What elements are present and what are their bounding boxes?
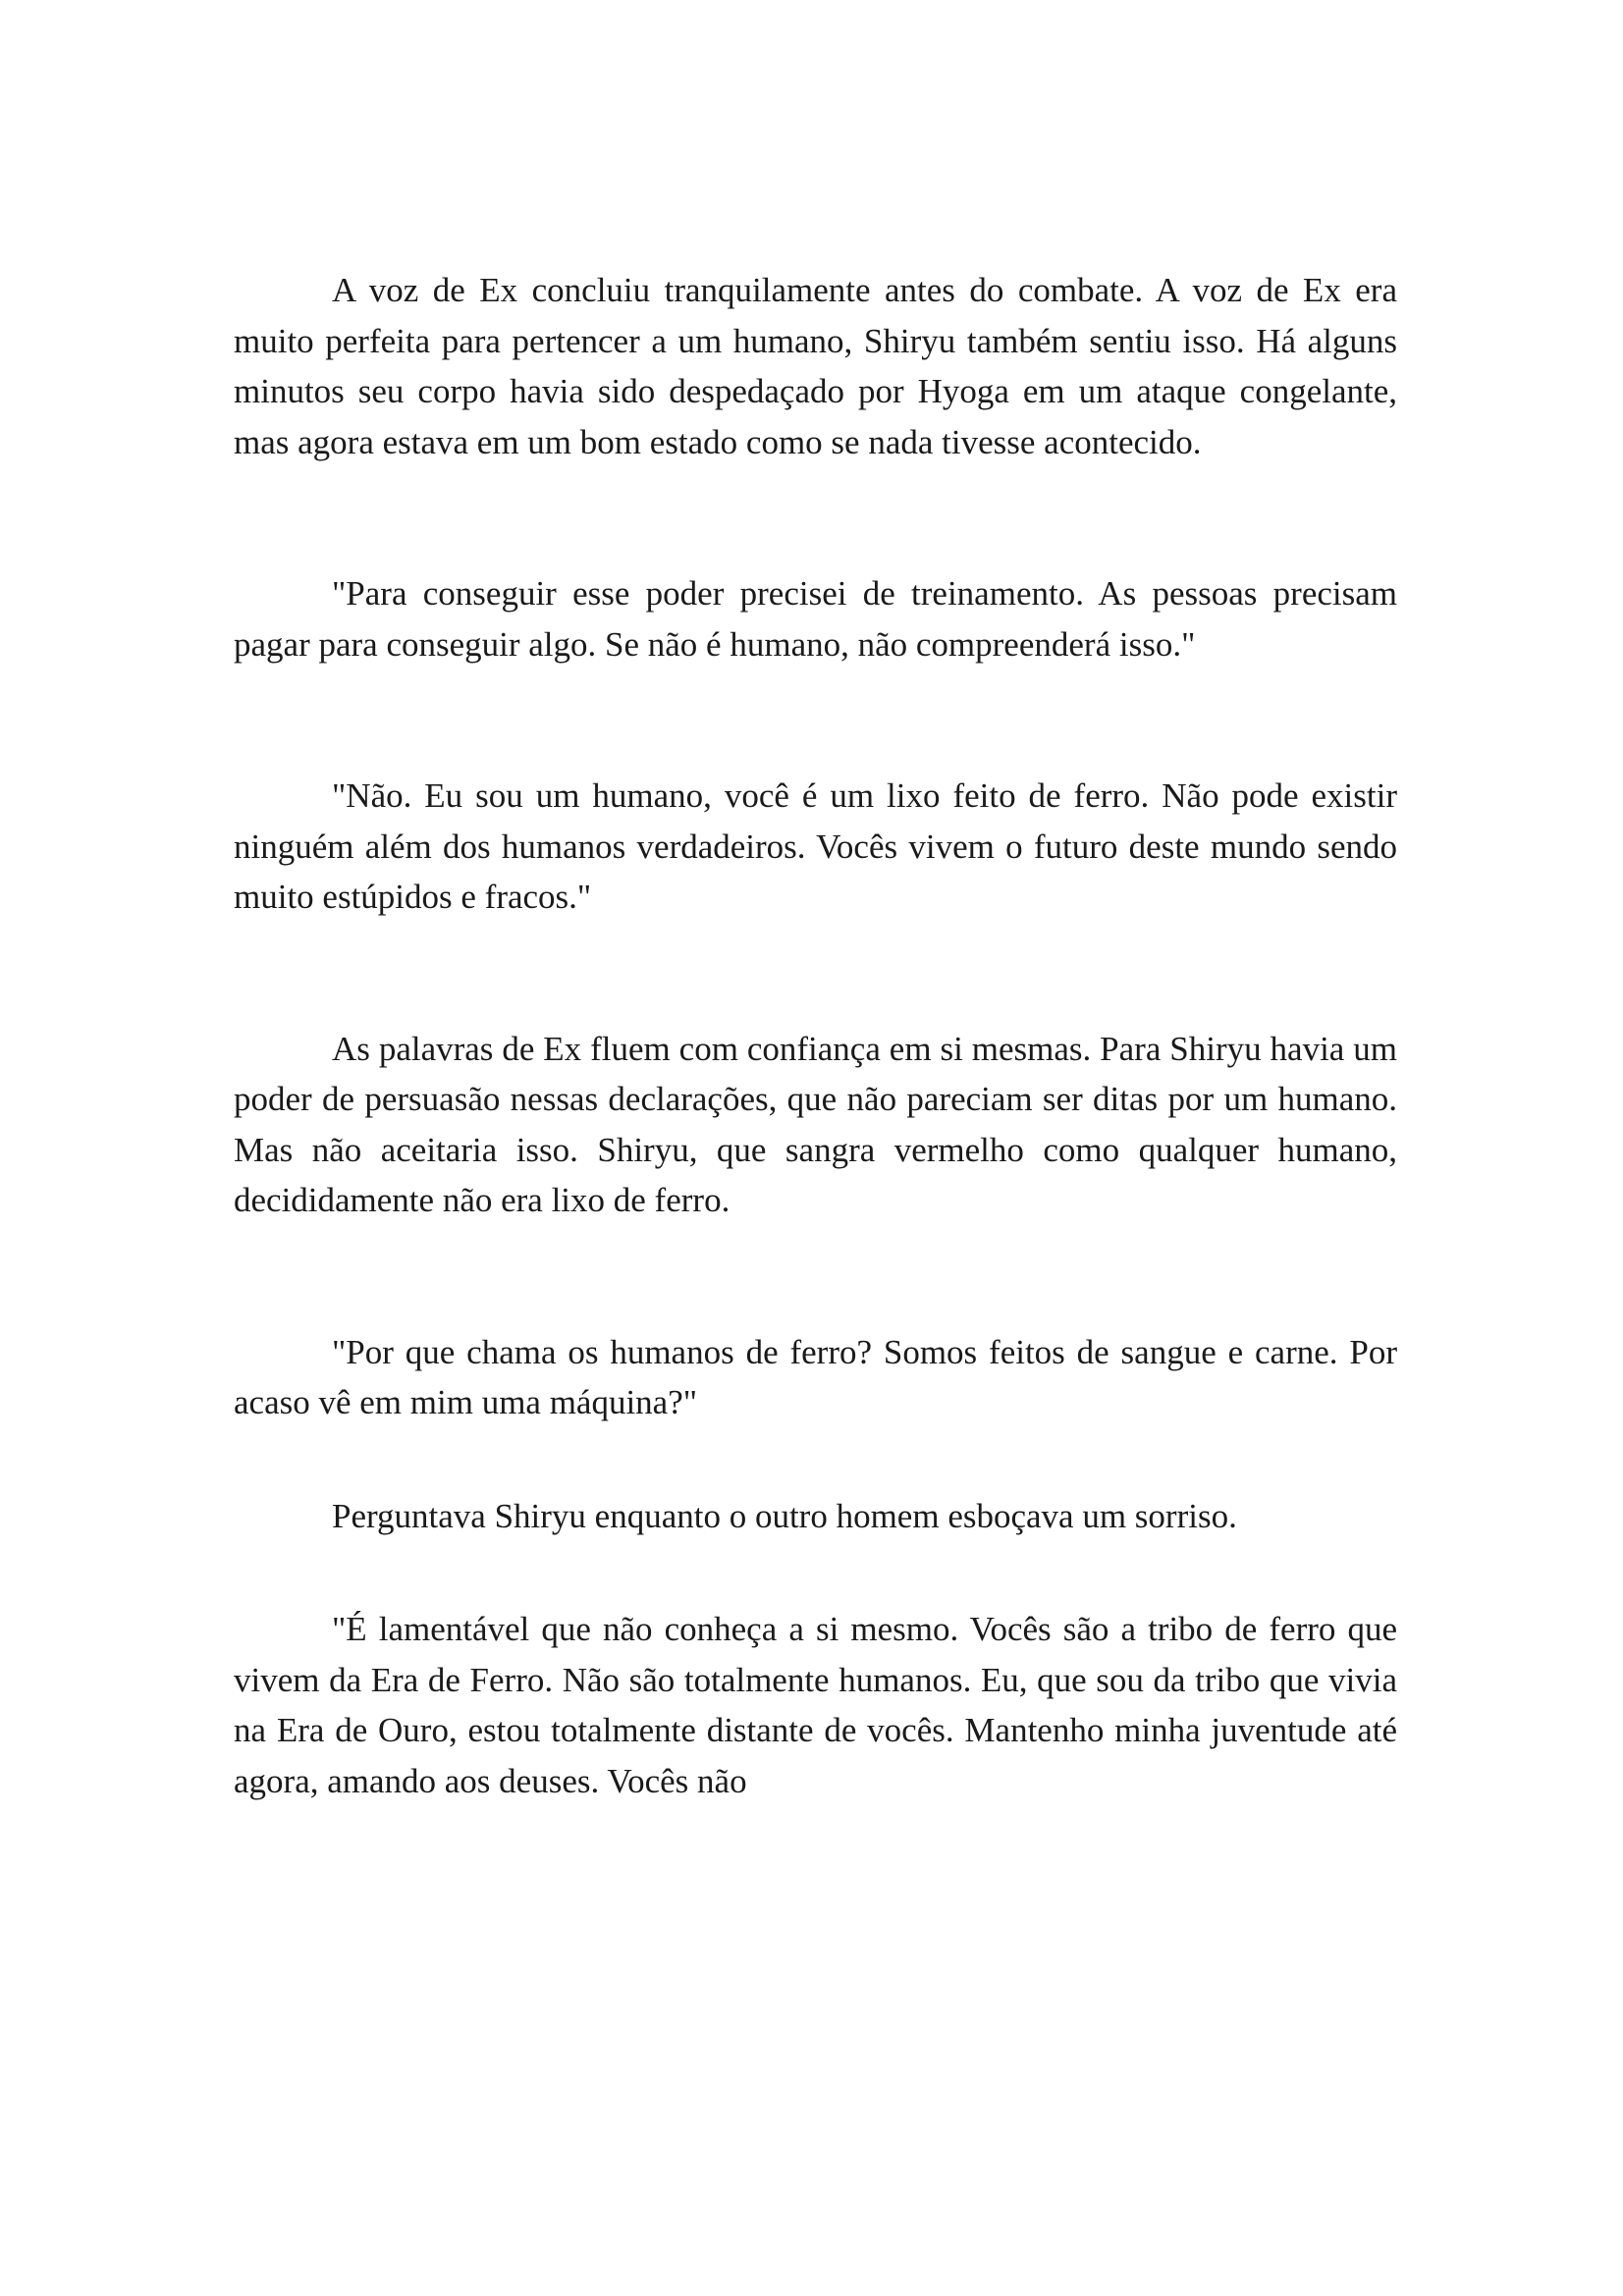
paragraph-2: "Para conseguir esse poder precisei de treinamento. As pessoas precisam pagar para conseguir algo. Se não é humano, não compreenderá isso." <box>234 574 1397 664</box>
paragraph-1: A voz de Ex concluiu tranquilamente antes do combate. A voz de Ex era muito perfeita para pertencer a um humano, Shiryu também sentiu isso. Há alguns minutos seu corpo havia sido despedaçado por Hyoga em um ataque congelante, mas agora estava em um bom estado como se nada tivesse acontecido. <box>234 271 1397 461</box>
paragraph-4: As palavras de Ex fluem com confiança em si mesmas. Para Shiryu havia um poder de persuasão nessas declarações, que não pareciam ser ditas por um humano. Mas não aceitaria isso. Shiryu, que sangra vermelho como qualquer humano, decididamente não era lixo de ferro. <box>234 1029 1397 1219</box>
paragraph-3: "Não. Eu sou um humano, você é um lixo feito de ferro. Não pode existir ninguém além dos humanos verdadeiros. Vocês vivem o futuro deste mundo sendo muito estúpidos e fracos." <box>234 776 1397 916</box>
paragraph-5: "Por que chama os humanos de ferro? Somos feitos de sangue e carne. Por acaso vê em mim uma máquina?" <box>234 1332 1397 1421</box>
paragraph-6: Perguntava Shiryu enquanto o outro homem esboçava um sorriso. <box>332 1496 1237 1535</box>
paragraph-7: "É lamentável que não conheça a si mesmo. Vocês são a tribo de ferro que vivem da Era de Ferro. Não são totalmente humanos. Eu, que sou da tribo que vivia na Era de Ouro, estou totalmente distante de vocês. Mantenho minha juventude até agora, amando aos deuses. Vocês não <box>234 1610 1397 1800</box>
text-body <box>234 265 1397 1806</box>
